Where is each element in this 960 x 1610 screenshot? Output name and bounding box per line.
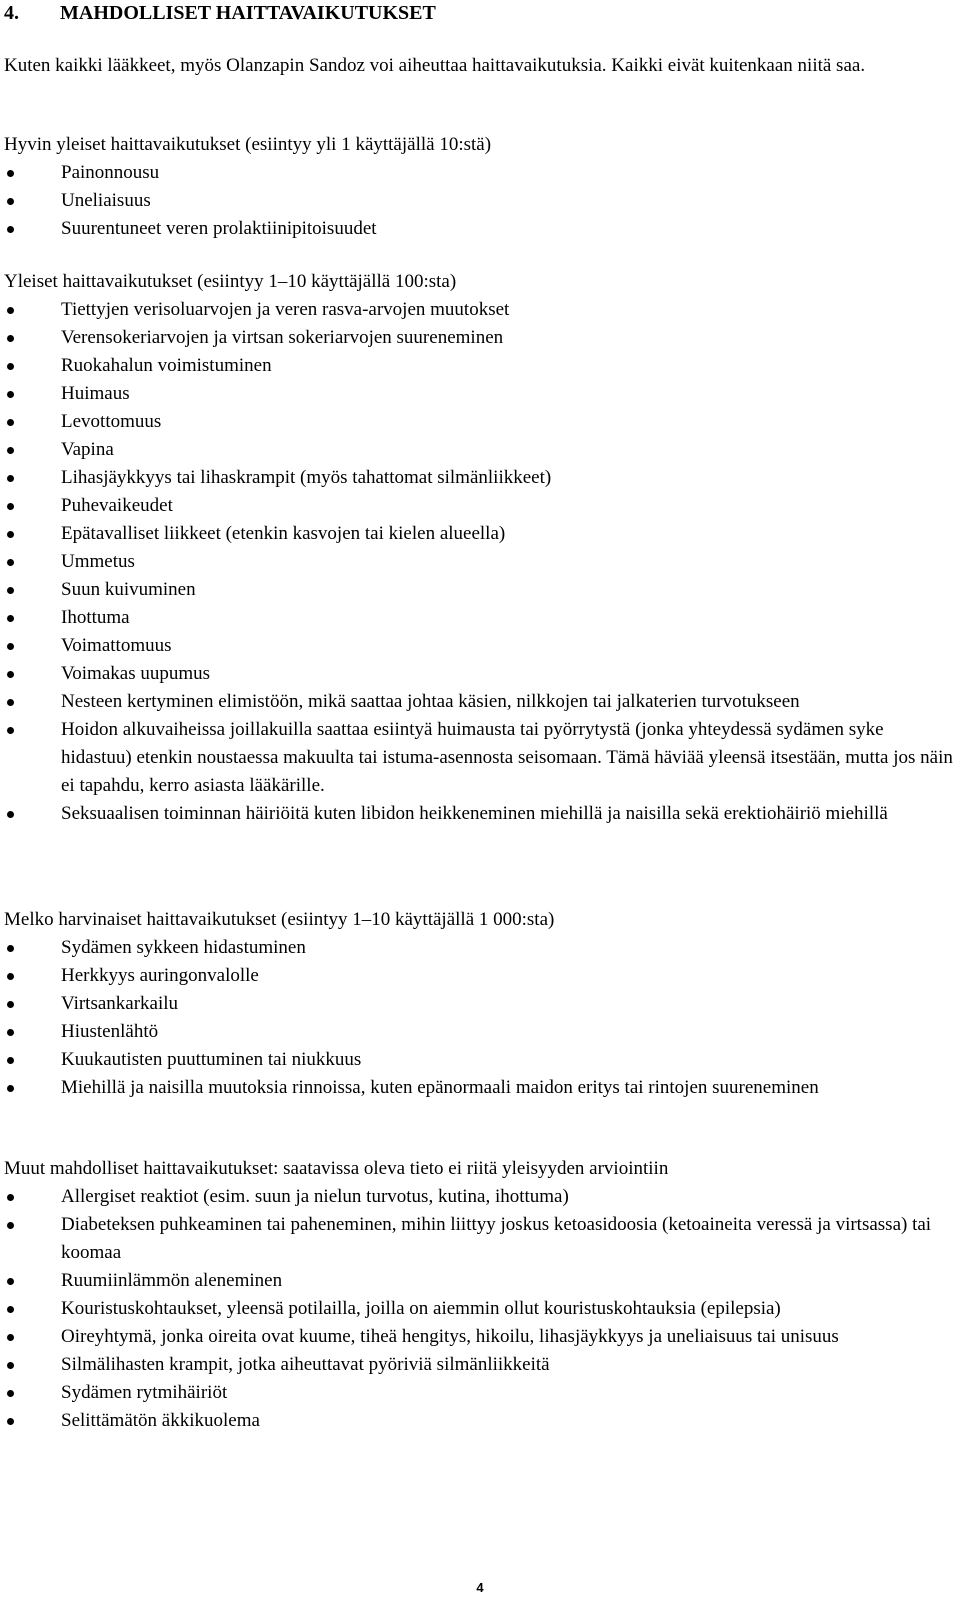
list-item: Hiustenlähtö xyxy=(4,1018,954,1046)
intro-paragraph: Kuten kaikki lääkkeet, myös Olanzapin Sandoz voi aiheuttaa haittavaikutuksia. Kaikki eivät kuitenkaan niitä saa. xyxy=(4,55,866,76)
list-item: Oireyhtymä, jonka oireita ovat kuume, tiheä hengitys, hikoilu, lihasjäykkyys ja uneliaisuus tai unisuus xyxy=(4,1323,954,1351)
list-item: Miehillä ja naisilla muutoksia rinnoissa, kuten epänormaali maidon eritys tai rintojen suureneminen xyxy=(4,1074,954,1102)
list-item: Voimakas uupumus xyxy=(4,660,954,688)
list-item: Sydämen rytmihäiriöt xyxy=(4,1379,954,1407)
unknown-frequency-title: Muut mahdolliset haittavaikutukset: saatavissa oleva tieto ei riitä yleisyyden arviointiin xyxy=(4,1158,669,1179)
list-item: Diabeteksen puhkeaminen tai paheneminen, mihin liittyy joskus ketoasidoosia (ketoaineita veressä ja virtsassa) tai koomaa xyxy=(4,1211,954,1267)
section-heading xyxy=(4,0,436,26)
list-item: Sydämen sykkeen hidastuminen xyxy=(4,934,954,962)
common-list xyxy=(4,296,954,828)
list-item: Vapina xyxy=(4,436,954,464)
list-item: Ummetus xyxy=(4,548,954,576)
list-item: Lihasjäykkyys tai lihaskrampit (myös tahattomat silmänliikkeet) xyxy=(4,464,954,492)
list-item: Kouristuskohtaukset, yleensä potilailla, joilla on aiemmin ollut kouristuskohtauksia (epilepsia) xyxy=(4,1295,954,1323)
list-item: Suun kuivuminen xyxy=(4,576,954,604)
list-item: Voimattomuus xyxy=(4,632,954,660)
list-item: Virtsankarkailu xyxy=(4,990,954,1018)
list-item: Silmälihasten krampit, jotka aiheuttavat pyöriviä silmänliikkeitä xyxy=(4,1351,954,1379)
list-item: Ihottuma xyxy=(4,604,954,632)
uncommon-list xyxy=(4,934,954,1102)
list-item: Huimaus xyxy=(4,380,954,408)
list-item: Levottomuus xyxy=(4,408,954,436)
list-item: Selittämätön äkkikuolema xyxy=(4,1407,954,1435)
list-item: Verensokeriarvojen ja virtsan sokeriarvojen suureneminen xyxy=(4,324,954,352)
heading-number: 4. xyxy=(4,2,19,24)
list-item: Painonnousu xyxy=(4,159,954,187)
list-item: Epätavalliset liikkeet (etenkin kasvojen tai kielen alueella) xyxy=(4,520,954,548)
page-number: 4 xyxy=(476,1580,484,1595)
list-item: Ruumiinlämmön aleneminen xyxy=(4,1267,954,1295)
very-common-list xyxy=(4,159,954,243)
list-item: Suurentuneet veren prolaktiinipitoisuudet xyxy=(4,215,954,243)
unknown-frequency-list xyxy=(4,1183,954,1435)
list-item: Ruokahalun voimistuminen xyxy=(4,352,954,380)
list-item: Hoidon alkuvaiheissa joillakuilla saattaa esiintyä huimausta tai pyörrytystä (jonka yhteydessä sydämen syke hidastuu) etenkin noustaessa makuulta tai istuma-asennosta seisomaan. Tämä häviää yleensä itsestään, mutta jos näin ei tapahdu, kerro asiasta lääkärille. xyxy=(4,716,954,800)
heading-title: MAHDOLLISET HAITTAVAIKUTUKSET xyxy=(60,2,436,24)
list-item: Seksuaalisen toiminnan häiriöitä kuten libidon heikkeneminen miehillä ja naisilla sekä erektiohäiriö miehillä xyxy=(4,800,954,828)
list-item: Uneliaisuus xyxy=(4,187,954,215)
list-item: Herkkyys auringonvalolle xyxy=(4,962,954,990)
list-item: Tiettyjen verisoluarvojen ja veren rasva-arvojen muutokset xyxy=(4,296,954,324)
list-item: Kuukautisten puuttuminen tai niukkuus xyxy=(4,1046,954,1074)
uncommon-title: Melko harvinaiset haittavaikutukset (esiintyy 1–10 käyttäjällä 1 000:sta) xyxy=(4,909,555,930)
list-item: Allergiset reaktiot (esim. suun ja nielun turvotus, kutina, ihottuma) xyxy=(4,1183,954,1211)
list-item: Puhevaikeudet xyxy=(4,492,954,520)
list-item: Nesteen kertyminen elimistöön, mikä saattaa johtaa käsien, nilkkojen tai jalkaterien turvotukseen xyxy=(4,688,954,716)
common-title: Yleiset haittavaikutukset (esiintyy 1–10 käyttäjällä 100:sta) xyxy=(4,271,457,292)
very-common-title: Hyvin yleiset haittavaikutukset (esiintyy yli 1 käyttäjällä 10:stä) xyxy=(4,134,492,155)
